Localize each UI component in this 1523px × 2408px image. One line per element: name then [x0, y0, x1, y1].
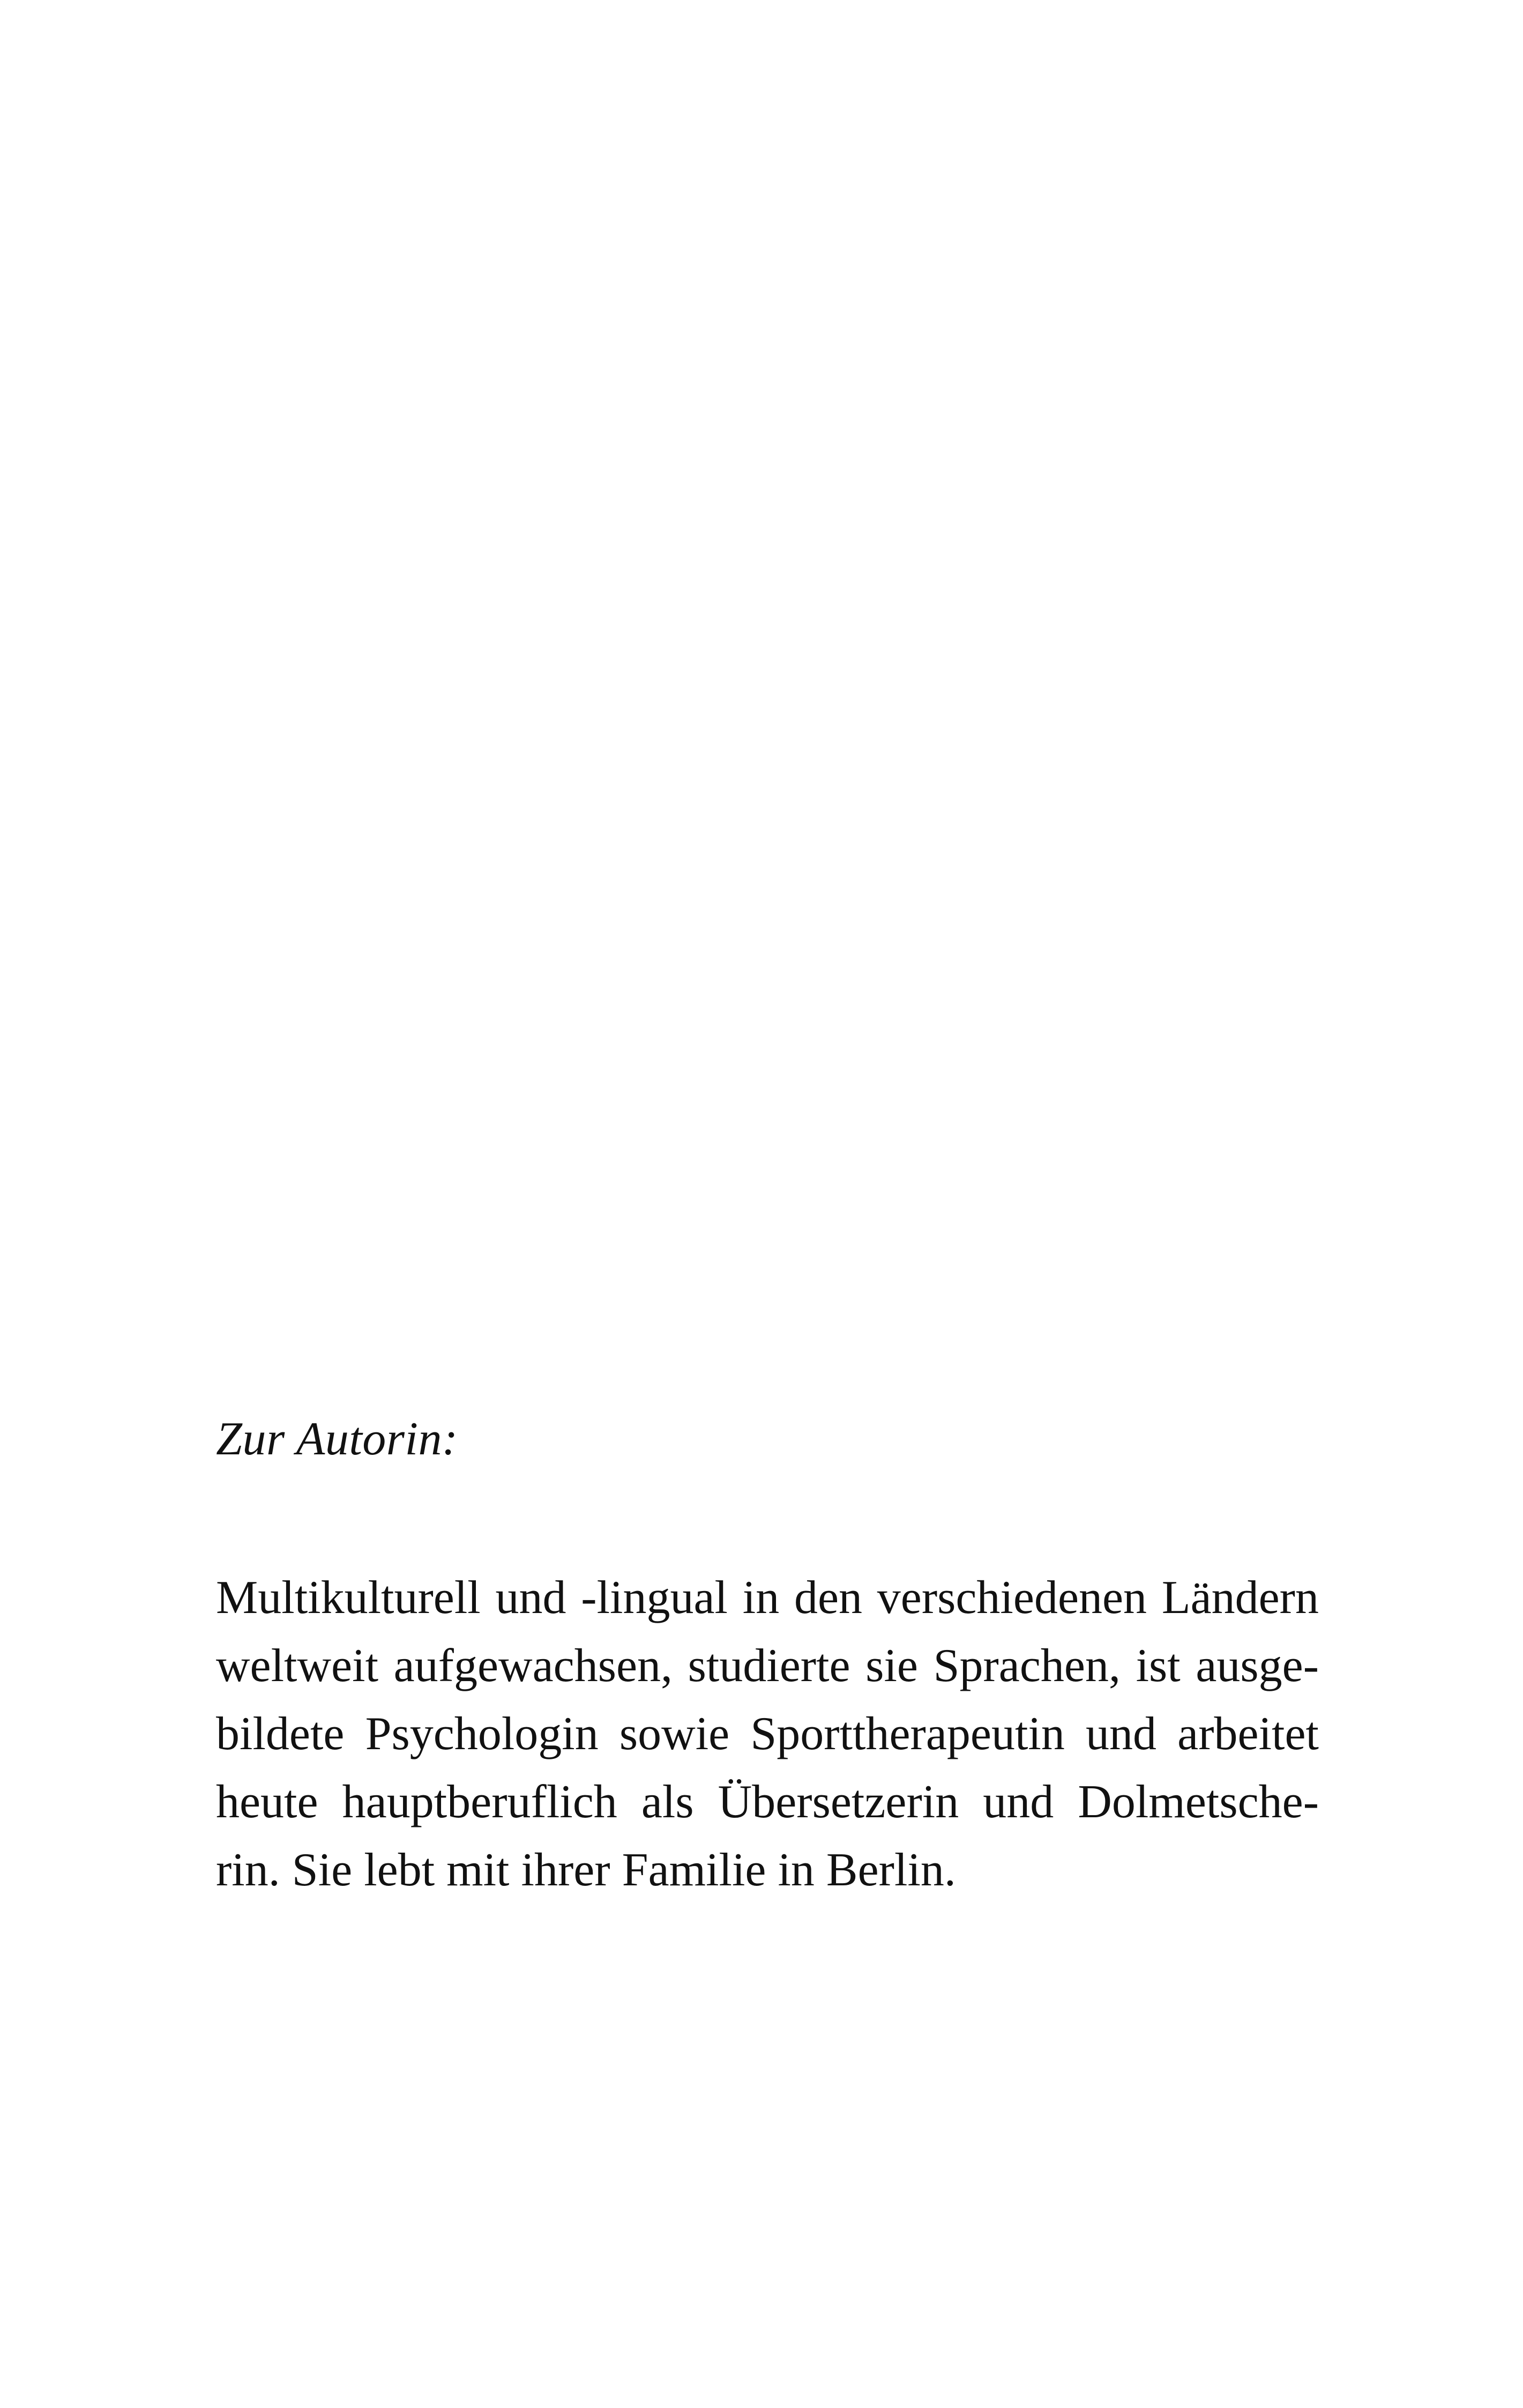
bio-line: heute hauptberuflich als Übersetzerin und Dolmetsche-: [216, 1776, 1319, 1828]
bio-line: Multikulturell und -lingual in den verschiedenen Ländern: [216, 1572, 1319, 1624]
bio-line: weltweit aufgewachsen, studierte sie Sprachen, ist ausge-: [216, 1640, 1319, 1692]
author-bio-paragraph: [216, 1564, 1319, 1904]
bio-line: rin. Sie lebt mit ihrer Familie in Berlin.: [216, 1844, 956, 1896]
bio-line: bildete Psychologin sowie Sporttherapeutin und arbeitet: [216, 1708, 1319, 1760]
about-author-heading: Zur Autorin:: [216, 1413, 458, 1465]
